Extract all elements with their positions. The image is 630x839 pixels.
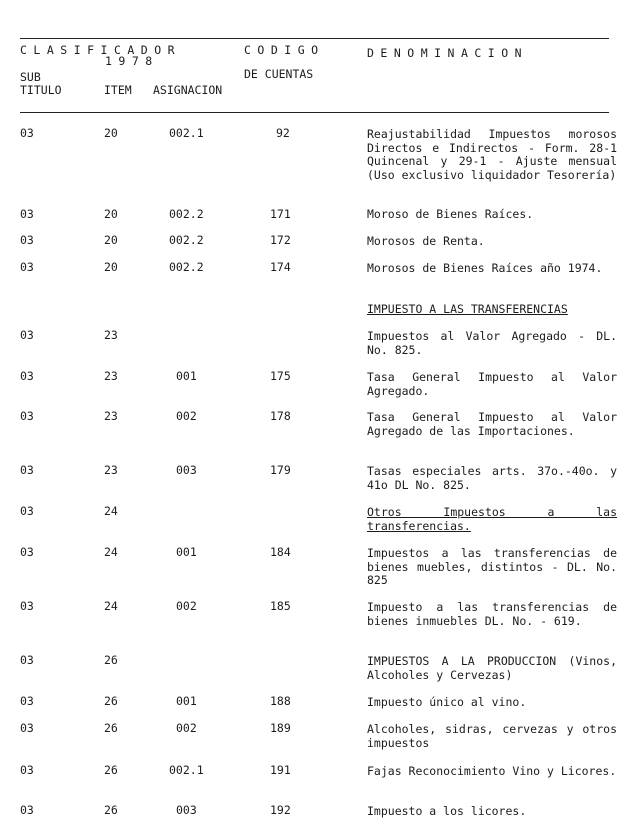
header-de-cuentas: DE CUENTAS — [244, 67, 314, 81]
header-clasificador: CLASIFICADOR — [20, 43, 182, 57]
row-item: 24 — [104, 545, 118, 559]
row-description: Tasa General Impuesto al Valor Agregado de las Importaciones. — [367, 410, 617, 438]
row-item: 23 — [104, 409, 118, 423]
row-asignacion: 002 — [176, 721, 197, 735]
row-asignacion: 002.2 — [169, 233, 204, 247]
row-description: Tasa General Impuesto al Valor Agregado. — [367, 370, 617, 398]
row-item: 24 — [104, 599, 118, 613]
row-sub: 03 — [20, 545, 34, 559]
header-denominacion: DENOMINACION — [367, 46, 529, 60]
row-description: Moroso de Bienes Raíces. — [367, 207, 534, 221]
row-description: Morosos de Renta. — [367, 234, 485, 248]
row-asignacion: 001 — [176, 545, 197, 559]
row-asignacion: 001 — [176, 369, 197, 383]
row-description: Impuesto a las transferencias de bienes inmuebles DL. No. - 619. — [367, 600, 617, 628]
row-item: 20 — [104, 207, 118, 221]
row-description: Impuesto único al vino. — [367, 695, 527, 709]
row-item: 26 — [104, 694, 118, 708]
row-sub: 03 — [20, 126, 34, 140]
row-description: Reajustabilidad Impuestos morosos Directos e Indirectos - Form. 28-1 Quincenal y 29-1 - Ajuste mensual (Uso exclusivo liquidador Tesorería) — [367, 127, 617, 182]
row-asignacion: 002 — [176, 409, 197, 423]
row-item: 26 — [104, 803, 118, 817]
row-item: 26 — [104, 721, 118, 735]
row-description: Morosos de Bienes Raíces año 1974. — [367, 261, 603, 275]
row-code: 174 — [270, 260, 291, 274]
row-item: 20 — [104, 260, 118, 274]
row-code: 178 — [270, 409, 291, 423]
row-item: 23 — [104, 369, 118, 383]
row-item: 26 — [104, 763, 118, 777]
header-sub: SUB — [20, 70, 41, 84]
row-item: 20 — [104, 233, 118, 247]
row-description: Tasas especiales arts. 37o.-40o. y 41o DL No. 825. — [367, 464, 617, 492]
row-item: 20 — [104, 126, 118, 140]
row-code: 189 — [270, 721, 291, 735]
header-asignacion: ASIGNACION — [153, 83, 223, 97]
row-sub: 03 — [20, 721, 34, 735]
top-rule — [20, 38, 609, 39]
row-code: 188 — [270, 694, 291, 708]
row-description: Impuestos a las transferencias de bienes muebles, distintos - DL. No. 825 — [367, 546, 617, 587]
row-asignacion: 002.2 — [169, 260, 204, 274]
row-description: Impuestos al Valor Agregado - DL. No. 825. — [367, 329, 617, 357]
row-code: 171 — [270, 207, 291, 221]
row-sub: 03 — [20, 207, 34, 221]
row-asignacion: 003 — [176, 803, 197, 817]
row-asignacion: 002 — [176, 599, 197, 613]
header-titulo: TITULO — [20, 83, 62, 97]
row-code: 92 — [276, 126, 290, 140]
row-code: 191 — [270, 763, 291, 777]
row-code: 185 — [270, 599, 291, 613]
row-sub: 03 — [20, 504, 34, 518]
row-code: 175 — [270, 369, 291, 383]
row-sub: 03 — [20, 599, 34, 613]
row-sub: 03 — [20, 694, 34, 708]
row-description: Impuesto a los licores. — [367, 804, 527, 818]
row-description: Fajas Reconocimiento Vino y Licores. — [367, 764, 617, 778]
row-sub: 03 — [20, 233, 34, 247]
row-asignacion: 002.2 — [169, 207, 204, 221]
header-year: 1978 — [105, 54, 159, 68]
section-heading: IMPUESTO A LAS TRANSFERENCIAS — [367, 302, 568, 316]
row-sub: 03 — [20, 463, 34, 477]
row-item: 26 — [104, 653, 118, 667]
row-code: 184 — [270, 545, 291, 559]
header-rule — [20, 112, 609, 113]
row-asignacion: 002.1 — [169, 126, 204, 140]
row-sub: 03 — [20, 803, 34, 817]
row-sub: 03 — [20, 653, 34, 667]
row-code: 172 — [270, 233, 291, 247]
row-item: 23 — [104, 463, 118, 477]
row-asignacion: 002.1 — [169, 763, 204, 777]
row-sub: 03 — [20, 369, 34, 383]
row-item: 24 — [104, 504, 118, 518]
row-sub: 03 — [20, 260, 34, 274]
row-description: IMPUESTOS A LA PRODUCCION (Vinos, Alcoholes y Cervezas) — [367, 654, 617, 682]
row-asignacion: 003 — [176, 463, 197, 477]
row-asignacion: 001 — [176, 694, 197, 708]
row-code: 192 — [270, 803, 291, 817]
header-item: ITEM — [104, 83, 132, 97]
header-codigo: CODIGO — [244, 43, 325, 57]
row-code: 179 — [270, 463, 291, 477]
row-description: Otros Impuestos a las transferencias. — [367, 505, 617, 533]
row-sub: 03 — [20, 763, 34, 777]
row-sub: 03 — [20, 409, 34, 423]
row-sub: 03 — [20, 328, 34, 342]
row-item: 23 — [104, 328, 118, 342]
row-description: Alcoholes, sidras, cervezas y otros impuestos — [367, 722, 617, 750]
